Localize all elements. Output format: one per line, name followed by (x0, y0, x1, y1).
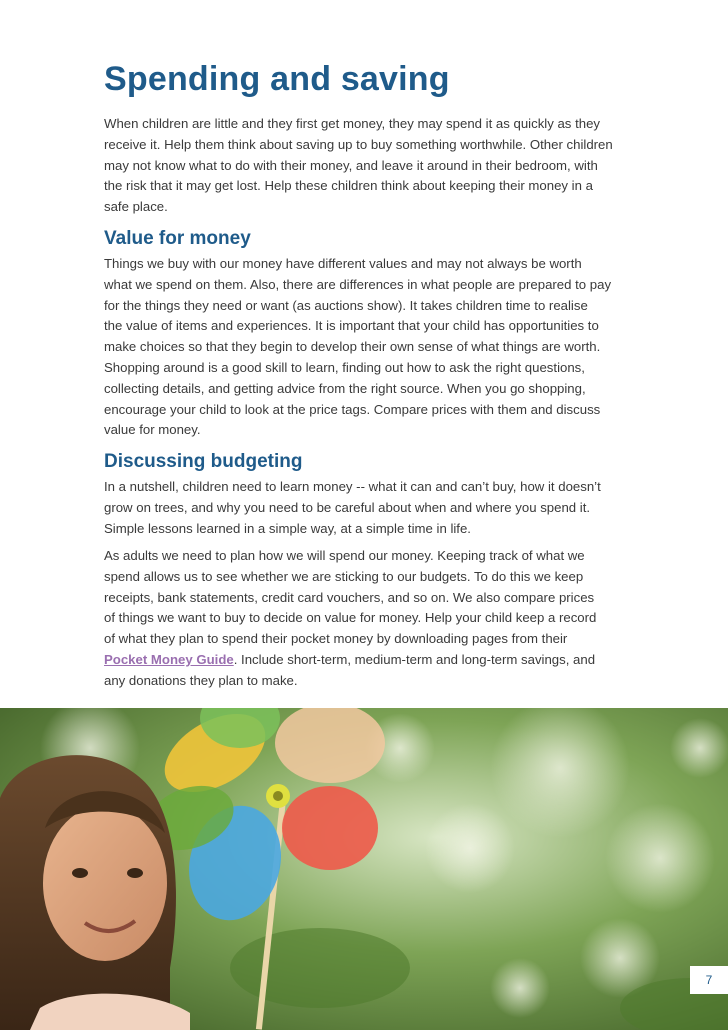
value-for-money-heading: Value for money (104, 228, 251, 249)
text-line: Simple lessons learned in a simple way, at a simple time in life. (104, 520, 471, 536)
text-line: spend allows us to see whether we are sticking to our budgets. To do this we keep (104, 568, 584, 584)
text-line: receive it. Help them think about saving up to buy something worthwhile. Other children (104, 136, 613, 152)
child-pinwheel-photo (0, 708, 728, 1030)
text-line-with-link (104, 650, 634, 671)
link-trailing-text: . Include short-term, medium-term and long-term savings, and (233, 651, 596, 667)
text-line: of things we want to buy to decide on value for money. Help your child keep a record (104, 610, 597, 626)
text-line: Shopping around is a good skill to learn, finding out how to ask the right questions, (104, 359, 585, 375)
text-line: safe place. (104, 199, 168, 215)
text-line: receipts, bank statements, credit card vouchers, and so on. We also compare prices (104, 589, 595, 605)
text-line: what we spend on them. Also, there are differences in what people are prepared to pay (104, 276, 612, 292)
text-line: In a nutshell, children need to learn money -- what it can and can’t buy, how it doesn’t (104, 479, 601, 494)
text-line: of what they plan to spend their pocket money by downloading pages from their (104, 631, 568, 647)
text-line: for the things they need or want (as auctions show). It takes children time to realise (104, 297, 588, 313)
text-line: the value of items and experiences. It is important that your child has opportunities to (104, 318, 599, 334)
text-line: Things we buy with our money have different values and may not always be worth (104, 256, 582, 271)
page-title: Spending and saving (104, 60, 450, 98)
text-line: When children are little and they first get money, they may spend it as quickly as they (104, 116, 600, 131)
budgeting-paragraph-2 (104, 546, 634, 692)
value-for-money-paragraph (104, 254, 634, 441)
budgeting-paragraph-1 (104, 477, 634, 539)
photo-illustration (0, 708, 728, 1030)
text-line: grow on trees, and why you need to be careful about when and where you spend it. (104, 499, 591, 515)
text-line: the risk that it may get lost. Help these children think about keeping their money in a (104, 178, 593, 194)
text-line: any donations they plan to make. (104, 672, 298, 688)
text-line: As adults we need to plan how we will spend our money. Keeping track of what we (104, 548, 585, 563)
intro-paragraph (104, 114, 634, 218)
text-line: collecting details, and getting advice from the right source. When you go shopping, (104, 380, 586, 396)
discussing-budgeting-heading: Discussing budgeting (104, 451, 303, 472)
text-line: make choices so that they begin to develop their own sense of what things are worth. (104, 339, 601, 355)
text-line: may not know what to do with their money, and leave it around in their bedroom, with (104, 157, 598, 173)
pocket-money-guide-link[interactable]: Pocket Money Guide (104, 651, 234, 667)
page-number: 7 (690, 966, 728, 994)
text-line: value for money. (104, 422, 201, 438)
text-line: encourage your child to look at the price tags. Compare prices with them and discuss (104, 401, 601, 417)
